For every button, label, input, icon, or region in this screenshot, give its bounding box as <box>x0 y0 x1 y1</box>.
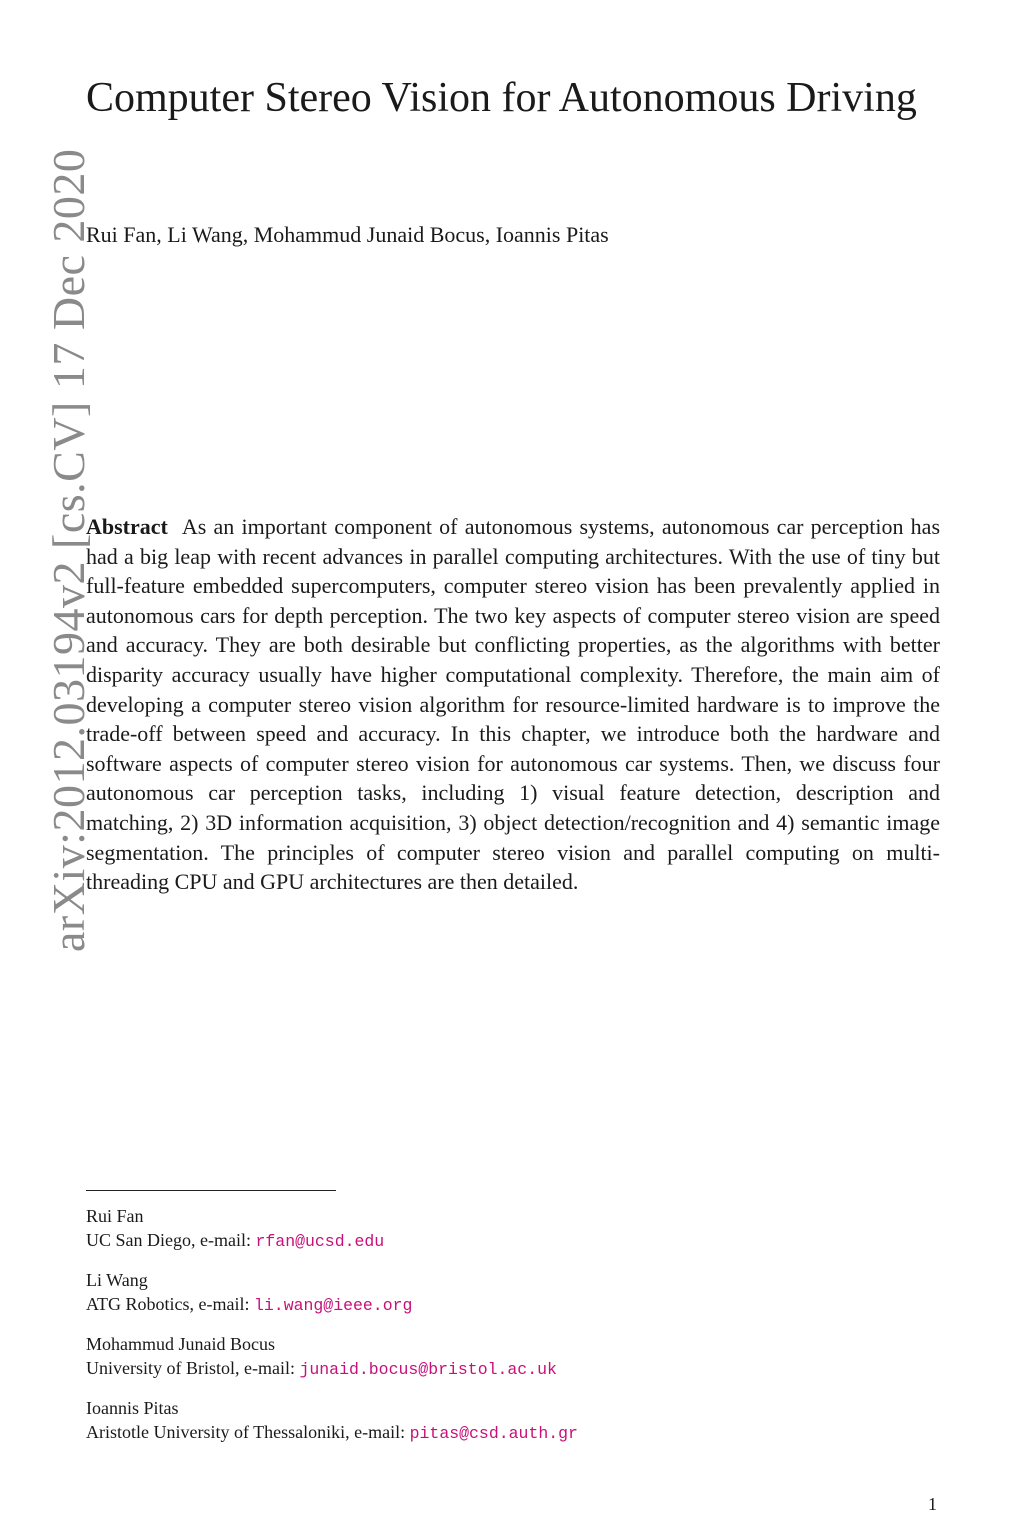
affiliation-entry <box>86 1204 966 1254</box>
affiliation-name: Rui Fan <box>86 1206 144 1226</box>
affiliation-institution: ATG Robotics, e-mail: <box>86 1294 254 1314</box>
author-list: Rui Fan, Li Wang, Mohammud Junaid Bocus, Ioannis Pitas <box>86 222 609 247</box>
email-link[interactable]: rfan@ucsd.edu <box>255 1232 385 1251</box>
abstract-label: Abstract <box>86 514 168 539</box>
abstract <box>86 512 940 897</box>
affiliation-entry <box>86 1396 966 1446</box>
affiliation-name: Li Wang <box>86 1270 148 1290</box>
abstract-text: As an important component of autonomous systems, autonomous car perception has had a big leap with recent advances in parallel computing architectures. With the use of tiny but full-feature embedded supercomputers, computer stereo vision has been prevalently applied in autonomous cars for depth perception. The two key aspects of computer stereo vision are speed and accuracy. They are both desirable but conflicting properties, as the algorithms with better disparity accuracy usually have higher computational complexity. Therefore, the main aim of developing a computer stereo vision algorithm for resource-limited hardware is to improve the trade-off between speed and accuracy. In this chapter, we introduce both the hardware and software aspects of computer stereo vision for autonomous car systems. Then, we discuss four autonomous car perception tasks, including 1) visual feature detection, description and matching, 2) 3D information acquisition, 3) object detection/recognition and 4) semantic image segmentation. The principles of computer stereo vision and parallel computing on multi-threading CPU and GPU architectures are then detailed. <box>86 514 940 895</box>
affiliation-institution: University of Bristol, e-mail: <box>86 1358 300 1378</box>
affiliation-name: Mohammud Junaid Bocus <box>86 1334 275 1354</box>
affiliations <box>86 1204 966 1460</box>
affiliation-institution: Aristotle University of Thessaloniki, e-mail: <box>86 1422 410 1442</box>
email-link[interactable]: junaid.bocus@bristol.ac.uk <box>299 1360 557 1379</box>
arxiv-stamp: arXiv:2012.03194v2 [cs.CV] 17 Dec 2020 <box>43 148 94 952</box>
affiliation-entry <box>86 1332 966 1382</box>
affiliation-entry <box>86 1268 966 1318</box>
email-link[interactable]: li.wang@ieee.org <box>253 1296 413 1315</box>
paper-title: Computer Stereo Vision for Autonomous Driving <box>86 75 917 121</box>
footnote-rule <box>86 1190 336 1191</box>
page-number: 1 <box>928 1494 937 1514</box>
affiliation-name: Ioannis Pitas <box>86 1398 179 1418</box>
email-link[interactable]: pitas@csd.auth.gr <box>409 1424 578 1443</box>
affiliation-institution: UC San Diego, e-mail: <box>86 1230 256 1250</box>
